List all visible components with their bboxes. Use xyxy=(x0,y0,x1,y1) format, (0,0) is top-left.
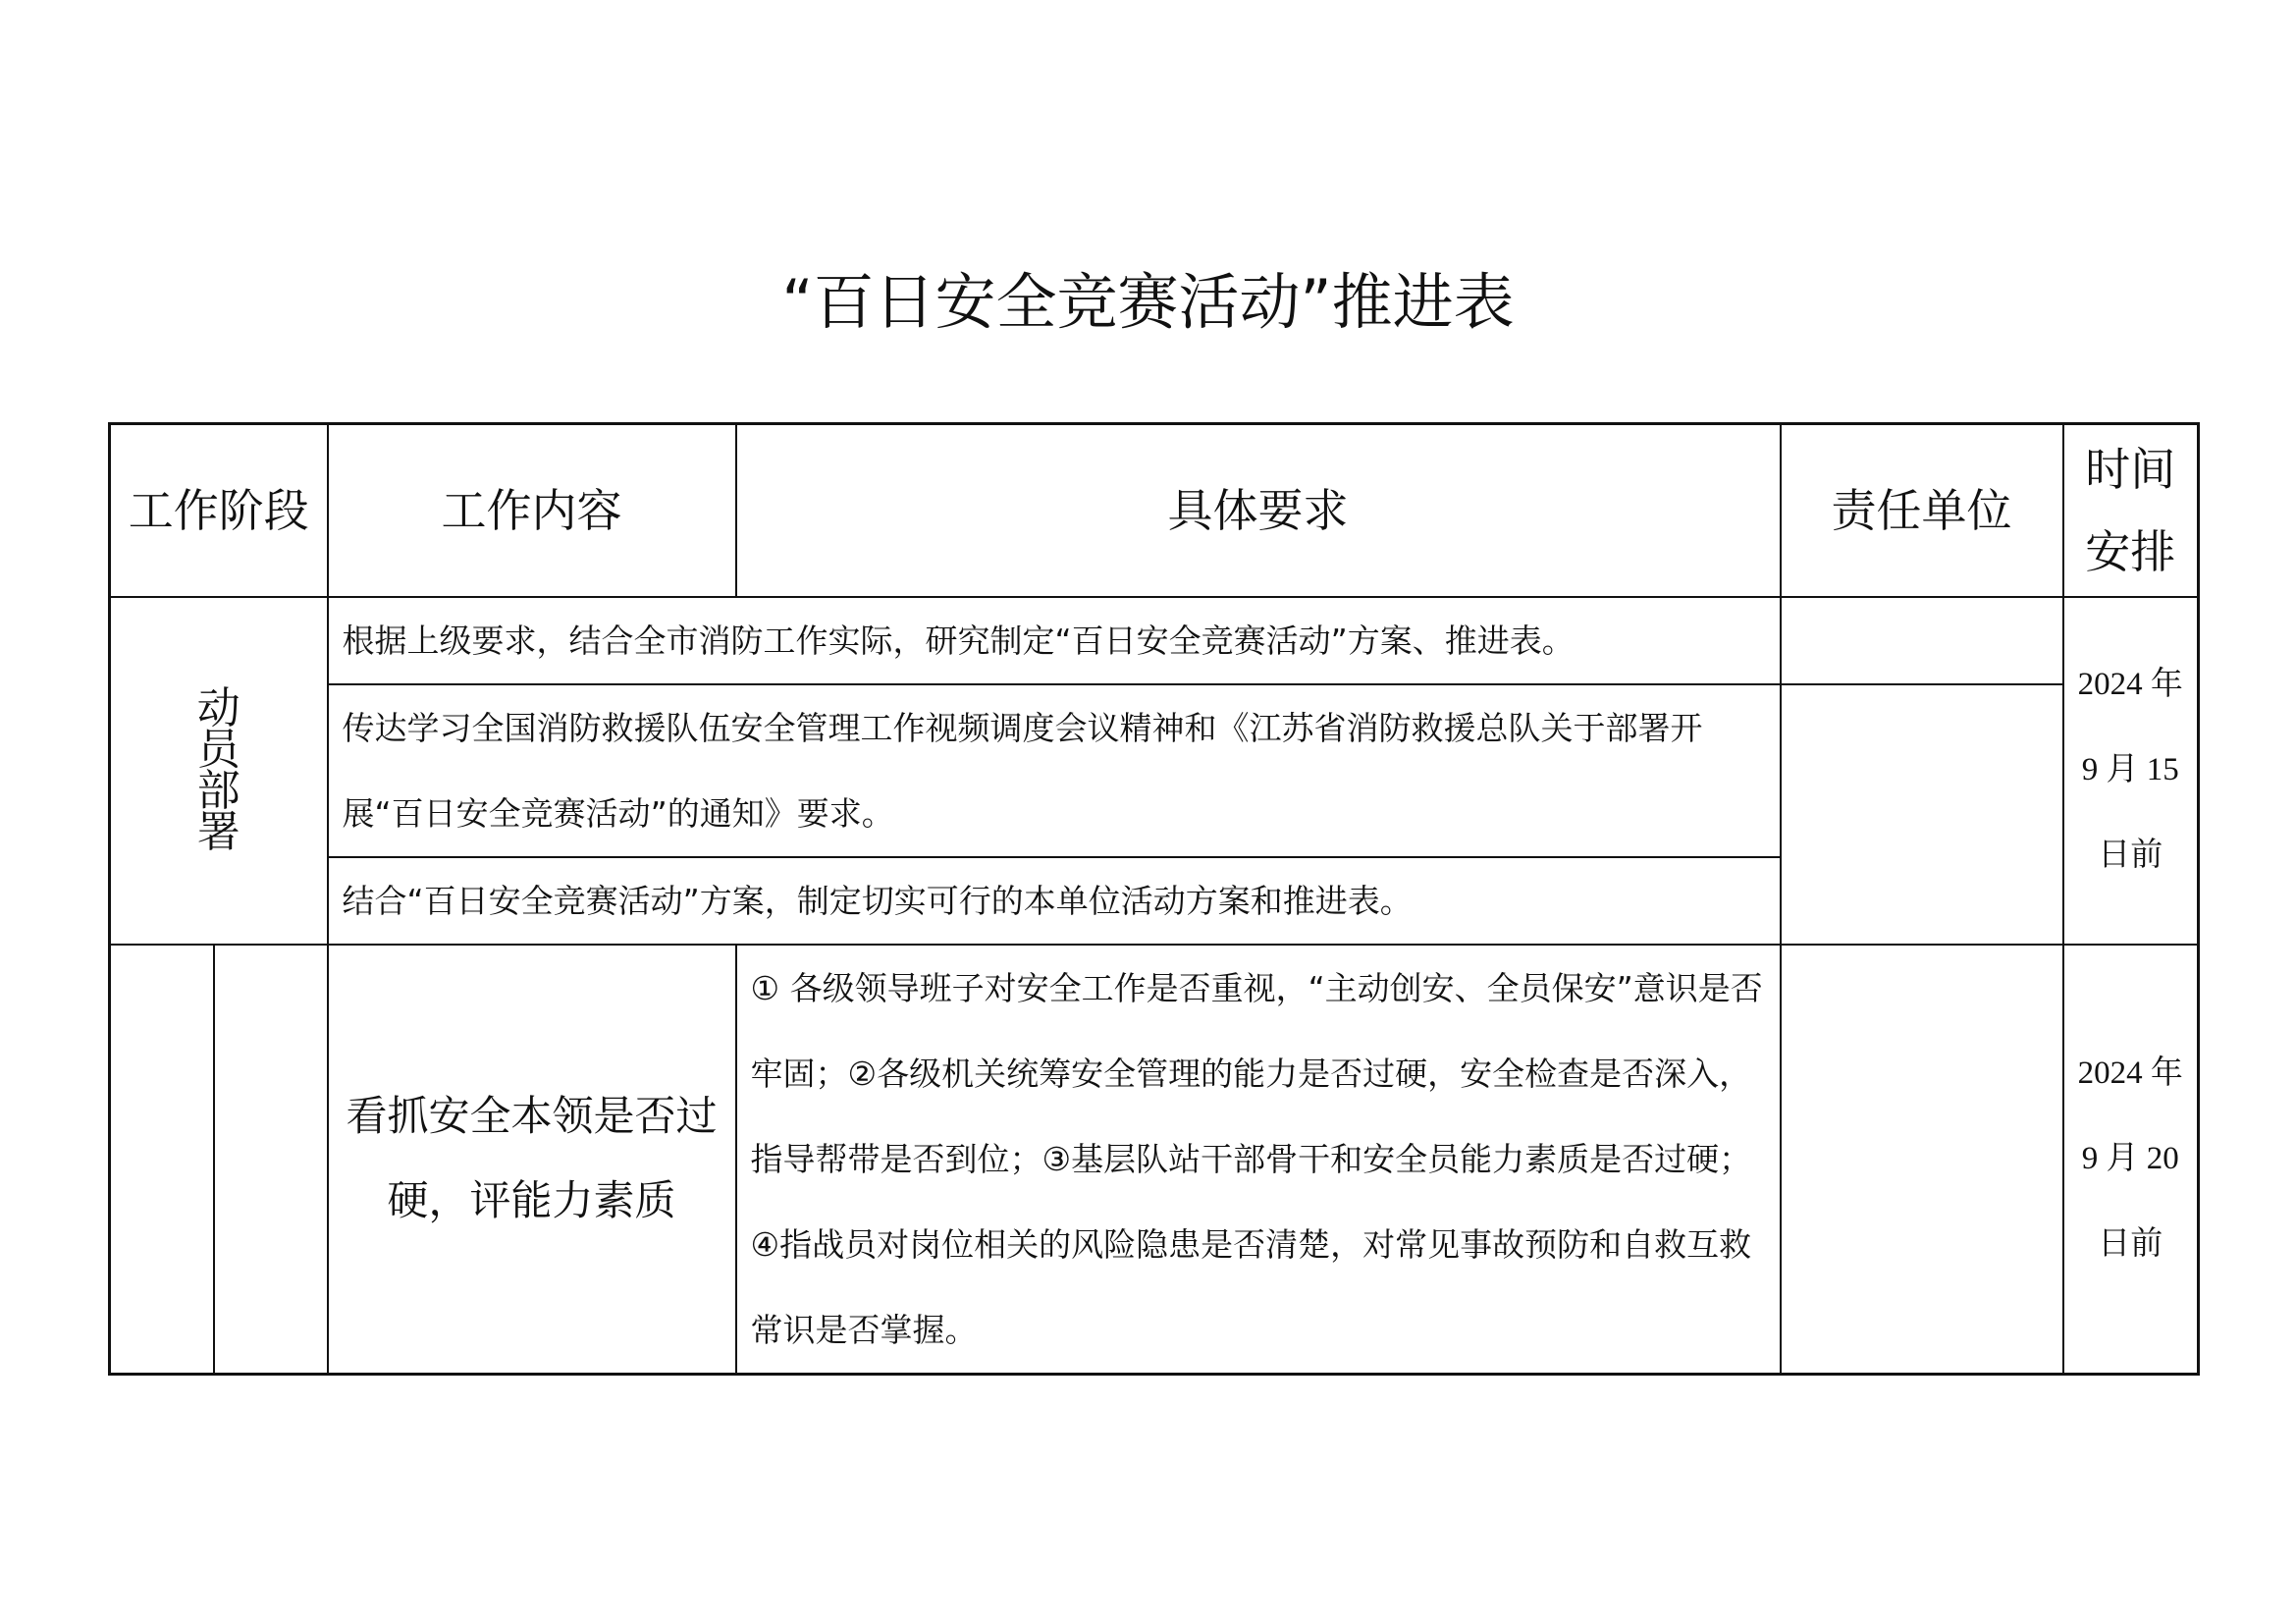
header-content: 工作内容 xyxy=(328,424,736,597)
header-stage: 工作阶段 xyxy=(110,424,328,597)
mobilize-row-1 xyxy=(110,597,2199,684)
plan-table xyxy=(108,422,2200,1376)
stage-check-empty-a xyxy=(110,945,214,1375)
date-line: 日前 xyxy=(2098,838,2163,873)
stage-char: 署 xyxy=(196,806,240,857)
check-unit xyxy=(1781,945,2063,1375)
header-time xyxy=(2063,424,2199,597)
mobilize-task-1: 根据上级要求，结合全市消防工作实际，研究制定“百日安全竞赛活动”方案、推进表。 xyxy=(328,597,1781,684)
check-date xyxy=(2063,945,2199,1375)
stage-check-empty-b xyxy=(214,945,328,1375)
header-row xyxy=(110,424,2199,597)
header-time-line2: 安排 xyxy=(2085,524,2176,578)
mobilize-unit-2 xyxy=(1781,684,2063,945)
mobilize-task-2: 传达学习全国消防救援队伍安全管理工作视频调度会议精神和《江苏省消防救援总队关于部署开展“百日安全竞赛活动”的通知》要求。 xyxy=(328,684,1781,857)
header-unit: 责任单位 xyxy=(1781,424,2063,597)
page-title: “百日安全竞赛活动”推进表 xyxy=(781,266,1515,338)
date-line: 2024 年 xyxy=(2077,667,2183,702)
stage-char: 动 xyxy=(196,682,240,733)
check-content: 看抓安全本领是否过硬，评能力素质 xyxy=(328,945,736,1375)
date-line: 2024 年 xyxy=(2077,1055,2183,1091)
mobilize-date xyxy=(2063,597,2199,945)
stage-char: 员 xyxy=(196,724,240,775)
check-requirements: ① 各级领导班子对安全工作是否重视，“主动创安、全员保安”意识是否牢固；②各级机关统筹安全管理的能力是否过硬，安全检查是否深入，指导帮带是否到位；③基层队站干部骨干和安全员能力素质是否过硬；④指战员对岗位相关的风险隐患是否清楚，对常见事故预防和自救互救常识是否掌握。 xyxy=(736,945,1781,1375)
date-line: 日前 xyxy=(2098,1225,2163,1262)
mobilize-unit-1 xyxy=(1781,597,2063,684)
stage-char: 部 xyxy=(196,765,240,816)
mobilize-row-2 xyxy=(110,684,2199,857)
stage-mobilize xyxy=(110,597,328,945)
date-line: 9 月 15 xyxy=(2081,752,2179,787)
date-line: 9 月 20 xyxy=(2081,1140,2179,1176)
mobilize-task-3: 结合“百日安全竞赛活动”方案，制定切实可行的本单位活动方案和推进表。 xyxy=(328,857,1781,945)
check-row xyxy=(110,945,2199,1375)
header-requirements: 具体要求 xyxy=(736,424,1781,597)
header-time-line1: 时间 xyxy=(2085,442,2176,496)
